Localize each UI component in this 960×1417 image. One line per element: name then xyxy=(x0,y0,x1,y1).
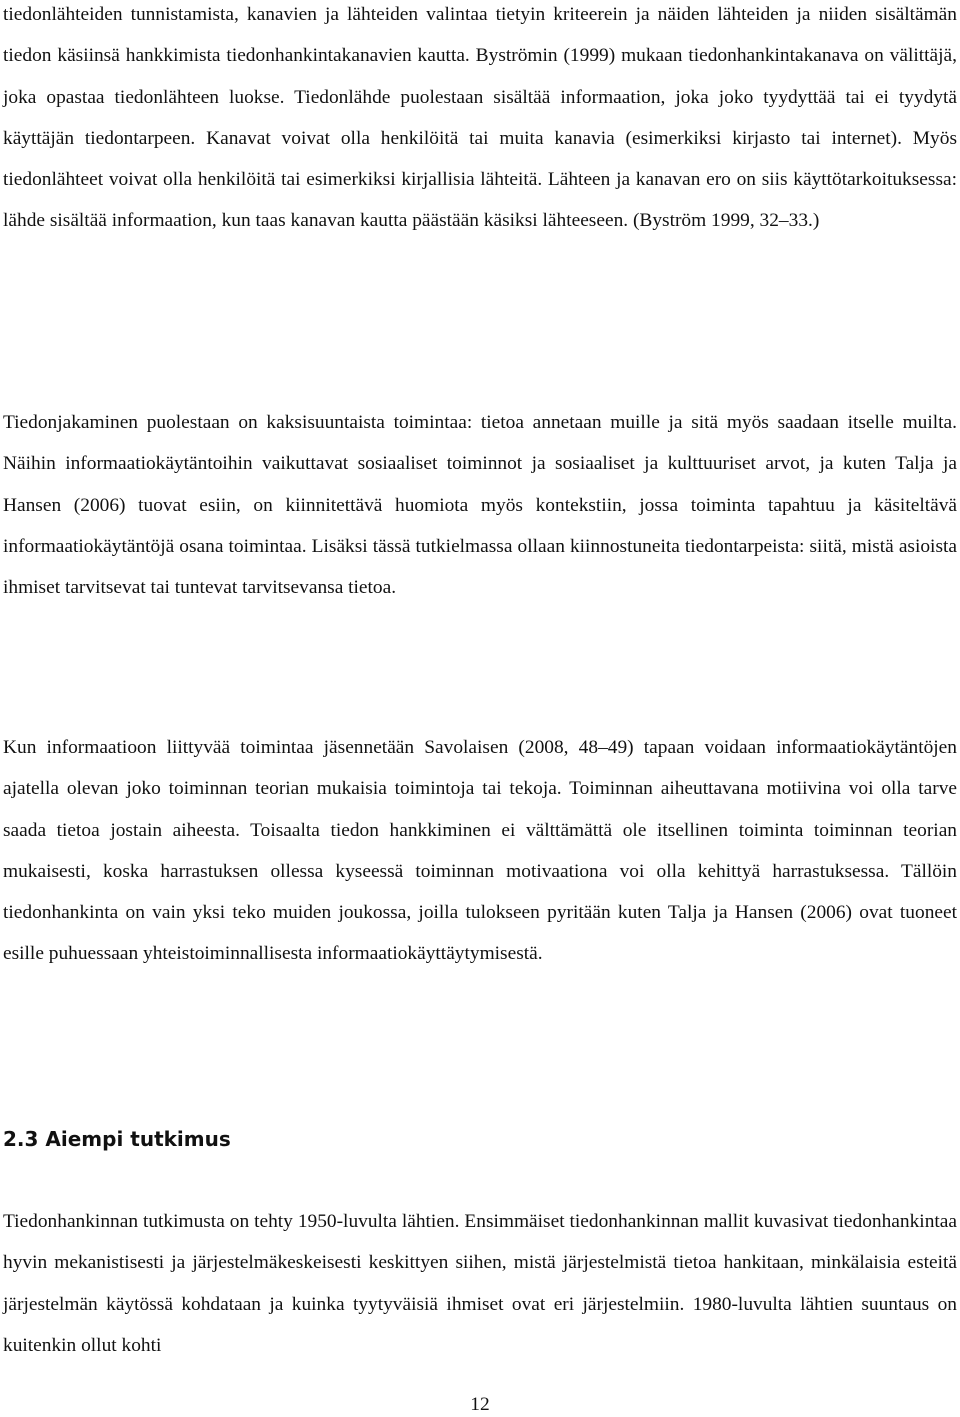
body-paragraph-1: tiedonlähteiden tunnistamista, kanavien ja lähteiden valintaa tietyin kriteerein ja näiden lähteiden ja niiden sisältämän tiedon käsiinsä hankkimista tiedonhankintakanavien kautta. Byströmin (1999) mukaan tiedonhankintakanava on välittäjä, joka opastaa tiedonlähteen luokse. Tiedonlähde puolestaan sisältää informaation, joka joko tyydyttää tai ei tyydytä käyttäjän tiedontarpeen. Kanavat voivat olla henkilöitä tai muita kanavia (esimerkiksi kirjasto tai internet). Myös tiedonlähteet voivat olla henkilöitä tai esimerkiksi kirjallisia lähteitä. Lähteen ja kanavan ero on siis käyttötarkoituksessa: lähde sisältää informaation, kun taas kanavan kautta päästään käsiksi lähteeseen. (Byström 1999, 32–33.) xyxy=(3,4,957,232)
body-paragraph-3: Kun informaatioon liittyvää toimintaa jäsennetään Savolaisen (2008, 48–49) tapaan voidaan informaatiokäytäntöjen ajatella olevan joko toiminnan teorian mukaisia toimintoja tai tekoja. Toiminnan aiheuttavana motiivina voi olla tarve saada tietoa jostain aiheesta. Toisaalta tiedon hankkiminen ei välttämättä ole itsellinen toiminta toiminnan teorian mukaisesti, koska harrastuksen ollessa kyseessä toiminnan motivaationa voi olla kehittyä harrastuksessa. Tällöin tiedonhankinta on vain yksi teko muiden joukossa, joilla tulokseen pyritään kuten Talja ja Hansen (2006) ovat tuoneet esille puhuessaan yhteistoiminnallisesta informaatiokäyttäytymisestä. xyxy=(3,737,957,965)
page-number: 12 xyxy=(470,1394,490,1415)
body-paragraph-2: Tiedonjakaminen puolestaan on kaksisuuntaista toimintaa: tietoa annetaan muille ja sitä myös saadaan itselle muilta. Näihin informaatiokäytäntoihin vaikuttavat sosiaaliset toiminnot ja sosiaaliset ja kulttuuriset arvot, ja kuten Talja ja Hansen (2006) tuovat esiin, on kiinnitettävä huomiota myös kontekstiin, jossa toiminta tapahtuu ja käsiteltävä informaatiokäytäntöjä osana toimintaa. Lisäksi tässä tutkielmassa ollaan kiinnostuneita tiedontarpeista: siitä, mistä asioista ihmiset tarvitsevat tai tuntevat tarvitsevansa tietoa. xyxy=(3,412,957,599)
section-heading: 2.3 Aiempi tutkimus xyxy=(3,1127,231,1151)
body-paragraph-4: Tiedonhankinnan tutkimusta on tehty 1950-luvulta lähtien. Ensimmäiset tiedonhankinnan mallit kuvasivat tiedonhankintaa hyvin mekanistisesti ja järjestelmäkeskeisesti keskittyen siihen, mistä järjestelmistä tietoa hankitaan, minkälaisia esteitä järjestelmän käytössä kohdataan ja kuinka tyytyväisiä ihmiset ovat eri järjestelmiin. 1980-luvulta lähtien suuntaus on kuitenkin ollut kohti xyxy=(3,1211,957,1356)
